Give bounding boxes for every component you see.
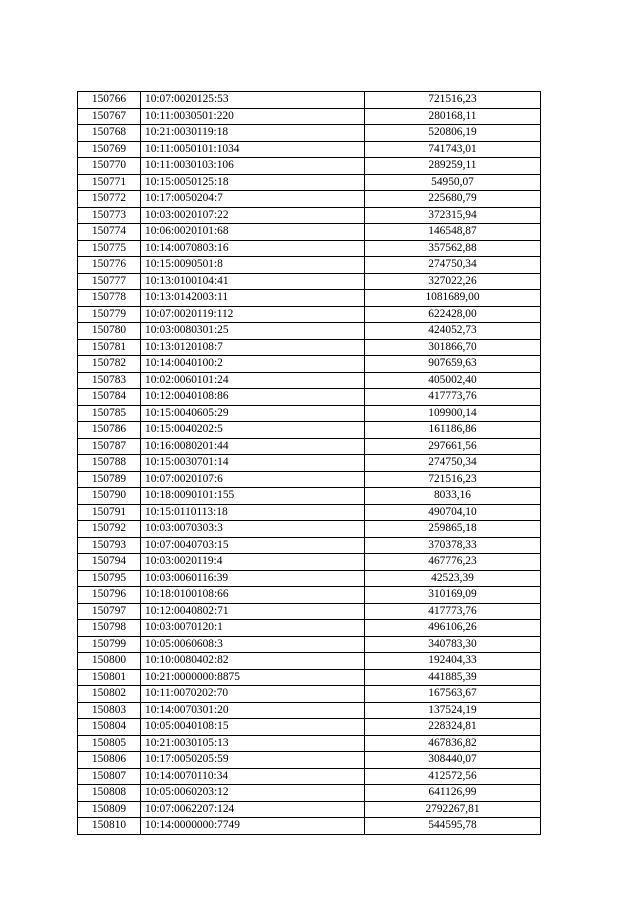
row-id-cell: 150809 <box>78 801 141 818</box>
cadastral-number-cell: 10:21:0030105:13 <box>141 735 365 752</box>
cadastral-number-cell: 10:14:0070803:16 <box>141 240 365 257</box>
cadastral-number-cell: 10:15:0040605:29 <box>141 405 365 422</box>
value-cell: 297661,56 <box>365 438 541 455</box>
value-cell: 340783,30 <box>365 636 541 653</box>
value-cell: 405002,40 <box>365 372 541 389</box>
row-id-cell: 150786 <box>78 422 141 439</box>
value-cell: 424052,73 <box>365 323 541 340</box>
value-cell: 372315,94 <box>365 207 541 224</box>
row-id-cell: 150795 <box>78 570 141 587</box>
cadastral-number-cell: 10:14:0040100:2 <box>141 356 365 373</box>
cadastral-number-cell: 10:13:0142003:11 <box>141 290 365 307</box>
table-row <box>78 405 541 422</box>
row-id-cell: 150794 <box>78 554 141 571</box>
value-cell: 907659,63 <box>365 356 541 373</box>
table-row <box>78 438 541 455</box>
row-id-cell: 150775 <box>78 240 141 257</box>
cadastral-number-cell: 10:11:0070202:70 <box>141 686 365 703</box>
value-cell: 259865,18 <box>365 521 541 538</box>
value-cell: 641126,99 <box>365 785 541 802</box>
table-row <box>78 504 541 521</box>
table-row <box>78 735 541 752</box>
cadastral-number-cell: 10:11:0050101:1034 <box>141 141 365 158</box>
table-row <box>78 92 541 109</box>
table-row <box>78 669 541 686</box>
table-row <box>78 389 541 406</box>
table-row <box>78 801 541 818</box>
row-id-cell: 150798 <box>78 620 141 637</box>
value-cell: 167563,67 <box>365 686 541 703</box>
value-cell: 721516,23 <box>365 471 541 488</box>
value-cell: 228324,81 <box>365 719 541 736</box>
row-id-cell: 150779 <box>78 306 141 323</box>
table-row <box>78 537 541 554</box>
value-cell: 417773,76 <box>365 603 541 620</box>
table-row <box>78 719 541 736</box>
cadastral-number-cell: 10:14:0070110:34 <box>141 768 365 785</box>
value-cell: 310169,09 <box>365 587 541 604</box>
cadastral-number-cell: 10:15:0090501:8 <box>141 257 365 274</box>
cadastral-number-cell: 10:12:0040802:71 <box>141 603 365 620</box>
row-id-cell: 150799 <box>78 636 141 653</box>
cadastral-number-cell: 10:18:0100108:66 <box>141 587 365 604</box>
cadastral-number-cell: 10:07:0062207:124 <box>141 801 365 818</box>
row-id-cell: 150790 <box>78 488 141 505</box>
value-cell: 520806,19 <box>365 125 541 142</box>
row-id-cell: 150804 <box>78 719 141 736</box>
row-id-cell: 150773 <box>78 207 141 224</box>
cadastral-number-cell: 10:03:0070303:3 <box>141 521 365 538</box>
cadastral-number-cell: 10:03:0020119:4 <box>141 554 365 571</box>
cadastral-number-cell: 10:03:0070120:1 <box>141 620 365 637</box>
value-cell: 280168,11 <box>365 108 541 125</box>
value-cell: 544595,78 <box>365 818 541 835</box>
table-row <box>78 339 541 356</box>
table-row <box>78 356 541 373</box>
row-id-cell: 150784 <box>78 389 141 406</box>
table-row <box>78 273 541 290</box>
value-cell: 622428,00 <box>365 306 541 323</box>
value-cell: 289259,11 <box>365 158 541 175</box>
value-cell: 357562,88 <box>365 240 541 257</box>
table-row <box>78 191 541 208</box>
row-id-cell: 150805 <box>78 735 141 752</box>
cadastral-number-cell: 10:03:0080301:25 <box>141 323 365 340</box>
value-cell: 54950,07 <box>365 174 541 191</box>
row-id-cell: 150796 <box>78 587 141 604</box>
row-id-cell: 150783 <box>78 372 141 389</box>
value-cell: 441885,39 <box>365 669 541 686</box>
table-row <box>78 554 541 571</box>
value-cell: 192404,33 <box>365 653 541 670</box>
value-cell: 308440,07 <box>365 752 541 769</box>
cadastral-number-cell: 10:15:0110113:18 <box>141 504 365 521</box>
table-row <box>78 455 541 472</box>
row-id-cell: 150791 <box>78 504 141 521</box>
cadastral-number-cell: 10:05:0040108:15 <box>141 719 365 736</box>
cadastral-number-cell: 10:03:0020107:22 <box>141 207 365 224</box>
row-id-cell: 150808 <box>78 785 141 802</box>
value-cell: 467776,23 <box>365 554 541 571</box>
cadastral-number-cell: 10:14:0070301:20 <box>141 702 365 719</box>
table-row <box>78 752 541 769</box>
cadastral-number-cell: 10:17:0050205:59 <box>141 752 365 769</box>
cadastral-number-cell: 10:15:0030701:14 <box>141 455 365 472</box>
row-id-cell: 150788 <box>78 455 141 472</box>
value-cell: 161186,86 <box>365 422 541 439</box>
row-id-cell: 150767 <box>78 108 141 125</box>
row-id-cell: 150769 <box>78 141 141 158</box>
table-body <box>78 92 541 835</box>
row-id-cell: 150801 <box>78 669 141 686</box>
table-row <box>78 818 541 835</box>
row-id-cell: 150800 <box>78 653 141 670</box>
table-row <box>78 207 541 224</box>
cadastral-number-cell: 10:07:0020119:112 <box>141 306 365 323</box>
cadastral-number-cell: 10:21:0030119:18 <box>141 125 365 142</box>
table-row <box>78 372 541 389</box>
cadastral-number-cell: 10:11:0030103:106 <box>141 158 365 175</box>
table-row <box>78 785 541 802</box>
table-row <box>78 240 541 257</box>
row-id-cell: 150772 <box>78 191 141 208</box>
row-id-cell: 150792 <box>78 521 141 538</box>
table-row <box>78 587 541 604</box>
cadastral-number-cell: 10:10:0080402:82 <box>141 653 365 670</box>
row-id-cell: 150778 <box>78 290 141 307</box>
cadastral-number-cell: 10:15:0050125:18 <box>141 174 365 191</box>
cadastral-number-cell: 10:03:0060116:39 <box>141 570 365 587</box>
table-row <box>78 141 541 158</box>
table-row <box>78 702 541 719</box>
table-row <box>78 570 541 587</box>
table-row <box>78 686 541 703</box>
value-cell: 370378,33 <box>365 537 541 554</box>
value-cell: 741743,01 <box>365 141 541 158</box>
value-cell: 137524,19 <box>365 702 541 719</box>
row-id-cell: 150780 <box>78 323 141 340</box>
value-cell: 2792267,81 <box>365 801 541 818</box>
table-row <box>78 620 541 637</box>
value-cell: 721516,23 <box>365 92 541 109</box>
table-row <box>78 768 541 785</box>
cadastral-number-cell: 10:17:0050204:7 <box>141 191 365 208</box>
row-id-cell: 150802 <box>78 686 141 703</box>
table-row <box>78 125 541 142</box>
row-id-cell: 150771 <box>78 174 141 191</box>
table-row <box>78 108 541 125</box>
table-row <box>78 488 541 505</box>
table-row <box>78 290 541 307</box>
row-id-cell: 150810 <box>78 818 141 835</box>
cadastral-number-cell: 10:07:0020125:53 <box>141 92 365 109</box>
table-row <box>78 521 541 538</box>
value-cell: 8033,16 <box>365 488 541 505</box>
row-id-cell: 150787 <box>78 438 141 455</box>
row-id-cell: 150803 <box>78 702 141 719</box>
cadastral-number-cell: 10:07:0040703:15 <box>141 537 365 554</box>
value-cell: 274750,34 <box>365 455 541 472</box>
value-cell: 1081689,00 <box>365 290 541 307</box>
row-id-cell: 150789 <box>78 471 141 488</box>
value-cell: 274750,34 <box>365 257 541 274</box>
value-cell: 42523,39 <box>365 570 541 587</box>
cadastral-number-cell: 10:05:0060203:12 <box>141 785 365 802</box>
row-id-cell: 150781 <box>78 339 141 356</box>
table-row <box>78 603 541 620</box>
row-id-cell: 150785 <box>78 405 141 422</box>
cadastral-number-cell: 10:12:0040108:86 <box>141 389 365 406</box>
row-id-cell: 150797 <box>78 603 141 620</box>
table-row <box>78 224 541 241</box>
value-cell: 327022,26 <box>365 273 541 290</box>
value-cell: 417773,76 <box>365 389 541 406</box>
value-cell: 467836,82 <box>365 735 541 752</box>
table-row <box>78 471 541 488</box>
value-cell: 301866,70 <box>365 339 541 356</box>
row-id-cell: 150774 <box>78 224 141 241</box>
table-row <box>78 653 541 670</box>
cadastral-number-cell: 10:13:0120108:7 <box>141 339 365 356</box>
cadastral-number-cell: 10:13:0100104:41 <box>141 273 365 290</box>
table-row <box>78 174 541 191</box>
row-id-cell: 150768 <box>78 125 141 142</box>
cadastral-number-cell: 10:21:0000000:8875 <box>141 669 365 686</box>
row-id-cell: 150766 <box>78 92 141 109</box>
cadastral-number-cell: 10:15:0040202:5 <box>141 422 365 439</box>
cadastral-number-cell: 10:11:0030501:220 <box>141 108 365 125</box>
table-row <box>78 306 541 323</box>
cadastral-number-cell: 10:18:0090101:155 <box>141 488 365 505</box>
row-id-cell: 150807 <box>78 768 141 785</box>
row-id-cell: 150793 <box>78 537 141 554</box>
value-cell: 225680,79 <box>365 191 541 208</box>
table-row <box>78 636 541 653</box>
cadastral-number-cell: 10:05:0060608:3 <box>141 636 365 653</box>
cadastral-number-cell: 10:16:0080201:44 <box>141 438 365 455</box>
row-id-cell: 150776 <box>78 257 141 274</box>
value-cell: 109900,14 <box>365 405 541 422</box>
cadastral-number-cell: 10:14:0000000:7749 <box>141 818 365 835</box>
value-cell: 412572,56 <box>365 768 541 785</box>
cadastral-number-cell: 10:06:0020101:68 <box>141 224 365 241</box>
data-table <box>77 91 541 835</box>
table-row <box>78 323 541 340</box>
table-row <box>78 422 541 439</box>
cadastral-number-cell: 10:07:0020107:6 <box>141 471 365 488</box>
row-id-cell: 150806 <box>78 752 141 769</box>
row-id-cell: 150777 <box>78 273 141 290</box>
table-row <box>78 158 541 175</box>
row-id-cell: 150770 <box>78 158 141 175</box>
table-row <box>78 257 541 274</box>
value-cell: 496106,26 <box>365 620 541 637</box>
value-cell: 490704,10 <box>365 504 541 521</box>
value-cell: 146548,87 <box>365 224 541 241</box>
cadastral-number-cell: 10:02:0060101:24 <box>141 372 365 389</box>
row-id-cell: 150782 <box>78 356 141 373</box>
